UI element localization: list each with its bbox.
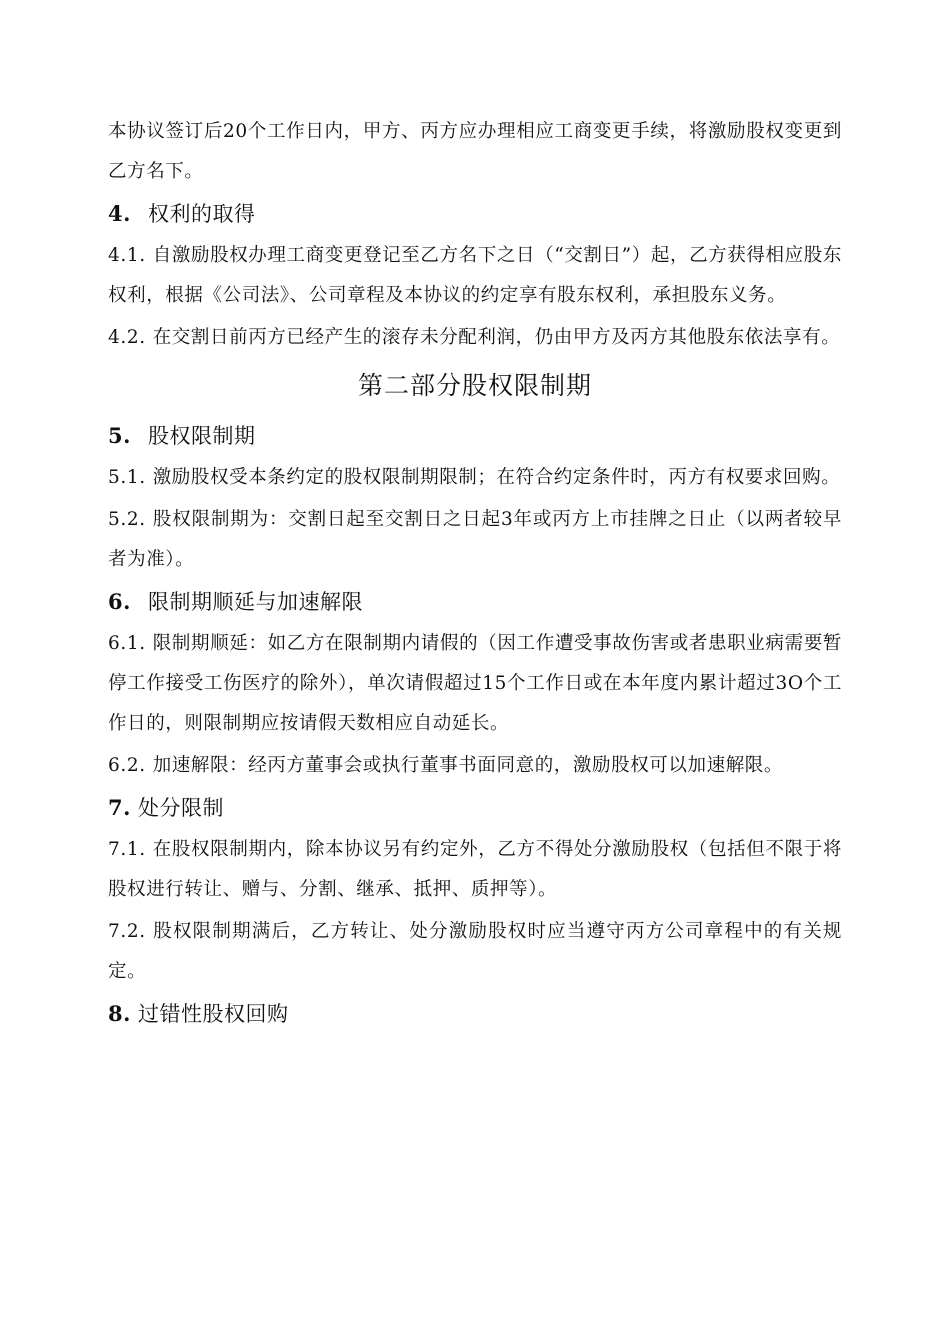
clause-5-1 [108, 458, 842, 498]
section-4-title: 权利的取得 [148, 202, 256, 226]
clause-6-1 [108, 624, 842, 744]
clause-7-2-text: 股权限制期满后，乙方转让、处分激励股权时应当遵守丙方公司章程中的有关规定。 [108, 921, 842, 982]
clause-6-1-text: 限制期顺延：如乙方在限制期内请假的（因工作遭受事故伤害或者患职业病需要暂停工作接受工伤医疗的除外），单次请假超过15个工作日或在本年度内累计超过3O个工作日的，则限制期应按请假天数相应自动延长。 [108, 633, 842, 734]
section-5-heading [108, 416, 842, 456]
clause-4-1 [108, 236, 842, 316]
clause-7-1-text: 在股权限制期内，除本协议另有约定外，乙方不得处分激励股权（包括但不限于将股权进行转让、赠与、分割、继承、抵押、质押等）。 [108, 839, 842, 900]
clause-4-2 [108, 318, 842, 358]
clause-7-2-number: 7.2. [108, 921, 146, 942]
clause-5-2-text: 股权限制期为：交割日起至交割日之日起3年或丙方上市挂牌之日止（以两者较早者为准）。 [108, 509, 842, 570]
clause-6-1-number: 6.1. [108, 633, 146, 654]
clause-4-2-number: 4.2. [108, 327, 146, 348]
section-4-number: 4. [108, 201, 131, 226]
clause-5-1-text: 激励股权受本条约定的股权限制期限制；在符合约定条件时，丙方有权要求回购。 [152, 467, 841, 488]
clause-6-2 [108, 746, 842, 786]
section-4-heading [108, 194, 842, 234]
clause-6-2-number: 6.2. [108, 755, 146, 776]
clause-7-1-number: 7.1. [108, 839, 146, 860]
section-8-heading [108, 994, 842, 1034]
clause-5-2 [108, 500, 842, 580]
section-6-heading [108, 582, 842, 622]
section-7-title: 处分限制 [138, 796, 224, 820]
clause-4-2-text: 在交割日前丙方已经产生的滚存未分配利润，仍由甲方及丙方其他股东依法享有。 [152, 327, 841, 348]
clause-7-2 [108, 912, 842, 992]
clause-4-1-text: 自激励股权办理工商变更登记至乙方名下之日（“交割日”）起，乙方获得相应股东权利，根据《公司法》、公司章程及本协议的约定享有股东权利，承担股东义务。 [108, 245, 842, 306]
section-7-heading [108, 788, 842, 828]
section-6-number: 6. [108, 589, 131, 614]
part-2-title: 第二部分股权限制期 [357, 371, 592, 400]
clause-5-1-number: 5.1. [108, 467, 146, 488]
clause-5-2-number: 5.2. [108, 509, 146, 530]
document-page [108, 112, 842, 1036]
intro-paragraph: 本协议签订后20个工作日内，甲方、丙方应办理相应工商变更手续，将激励股权变更到乙方名下。 [108, 121, 842, 182]
section-8-title: 过错性股权回购 [138, 1002, 289, 1026]
section-5-title: 股权限制期 [148, 424, 256, 448]
clause-4-1-number: 4.1. [108, 245, 146, 266]
section-6-title: 限制期顺延与加速解限 [148, 590, 363, 614]
section-5-number: 5. [108, 423, 131, 448]
clause-6-2-text: 加速解限：经丙方董事会或执行董事书面同意的，激励股权可以加速解限。 [152, 755, 784, 776]
section-8-number: 8. [108, 1001, 131, 1026]
section-7-number: 7. [108, 795, 131, 820]
clause-7-1 [108, 830, 842, 910]
